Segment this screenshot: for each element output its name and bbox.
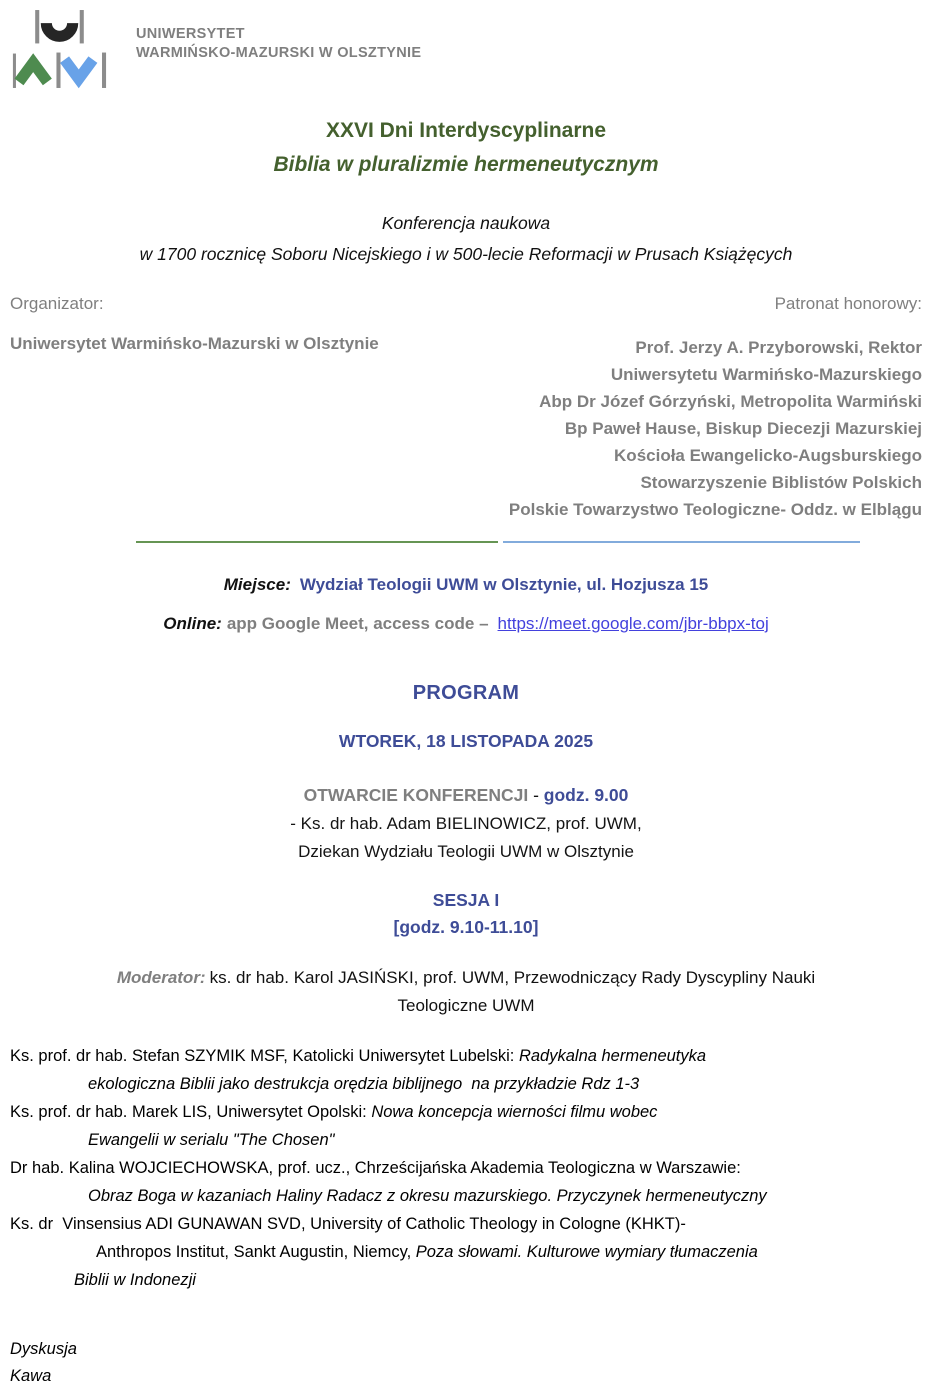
moderator-line2: Teologiczne UWM [397,996,535,1015]
closing-block [10,1336,922,1390]
venue-line [10,575,922,595]
patronage-line: Polskie Towarzystwo Teologiczne- Oddz. w Elblągu [508,500,922,519]
session1-heading [10,887,922,941]
venue-label: Miejsce: [223,575,291,594]
google-meet-link[interactable]: https://meet.google.com/jbr-bbpx-toj [497,614,769,633]
patronage-line: Bp Paweł Hause, Biskup Diecezji Mazurskiej [564,419,922,438]
closing-discussion: Dyskusja [10,1340,77,1358]
organizer-label: Organizator: [10,294,104,313]
patronage-label: Patronat honorowy: [774,294,922,313]
opening-title-line: OTWARCIE KONFERENCJI - godz. 9.00 [303,785,629,805]
university-logo [10,8,110,90]
organizer-patronage-names [10,334,922,523]
opening-speaker-line: - Ks. dr hab. Adam BIELINOWICZ, prof. UWM, [290,814,642,833]
conference-subtitle [10,208,922,270]
day-heading: WTOREK, 18 LISTOPADA 2025 [338,731,594,751]
conference-title-line2: Biblia w pluralizmie hermeneutycznym [273,153,659,176]
moderator-line1 [10,964,922,992]
patronage-line: Prof. Jerzy A. Przyborowski, Rektor [635,338,922,357]
patronage-line: Abp Dr Józef Górzyński, Metropolita Warmiński [539,392,922,411]
talk-line: Dr hab. Kalina WOJCIECHOWSKA, prof. ucz., Chrześcijańska Akademia Teologiczna w Warszawie: [10,1159,741,1177]
patronage-list [509,334,922,523]
logo-chevrons-icon [13,53,106,88]
talk-line: Ks. prof. dr hab. Stefan SZYMIK MSF, Katolicki Uniwersytet Lubelski: Radykalna hermeneutyka [10,1047,707,1065]
organizer-patronage-labels [10,294,922,314]
opening-dean-line: Dziekan Wydziału Teologii UWM w Olsztynie [298,842,634,861]
moderator-text: ks. dr hab. Karol JASIŃSKI, prof. UWM, Przewodniczący Rady Dyscypliny Nauki [209,968,816,987]
opening-title: OTWARCIE KONFERENCJI [303,785,529,805]
online-text: app Google Meet, access code – [226,614,489,633]
university-name-line1: UNIWERSYTET [136,26,245,42]
page-header [10,8,922,90]
online-label: Online: [163,614,222,633]
session1-time: [godz. 9.10-11.10] [393,917,539,937]
talks-list [10,1042,922,1294]
program-heading: PROGRAM [412,682,520,704]
patronage-line: Stowarzyszenie Biblistów Polskich [640,473,922,492]
divider-green-segment [136,541,498,543]
divider-blue-segment [503,541,860,543]
session1-title: SESJA I [432,890,500,910]
talk-line: Anthropos Institut, Sankt Augustin, Niemcy, Poza słowami. Kulturowe wymiary tłumaczenia [96,1243,758,1261]
university-name-line2: WARMIŃSKO-MAZURSKI W OLSZTYNIE [136,45,422,61]
talk-line: Obraz Boga w kazaniach Haliny Radacz z okresu mazurskiego. Przyczynek hermeneutyczny [88,1187,767,1205]
patronage-line: Uniwersytetu Warmińsko-Mazurskiego [610,365,922,384]
opening-block [10,781,922,866]
venue-value: Wydział Teologii UWM w Olsztynie, ul. Hozjusza 15 [299,575,709,594]
moderator-label: Moderator: [116,968,206,987]
online-line [10,614,922,634]
talk-line: Ks. prof. dr hab. Marek LIS, Uniwersytet Opolski: Nowa koncepcja wierności filmu wobec [10,1103,658,1121]
subtitle-line2: w 1700 rocznicę Soboru Nicejskiego i w 500-lecie Reformacji w Prusach Książęcych [139,244,793,264]
talk-line: Ks. dr Vinsensius ADI GUNAWAN SVD, University of Catholic Theology in Cologne (KHKT)- [10,1215,686,1233]
talk-line: Biblii w Indonezji [74,1271,196,1289]
opening-time: godz. 9.00 [543,785,629,805]
closing-coffee: Kawa [10,1367,52,1385]
conference-title-line1: XXVI Dni Interdyscyplinarne [325,119,607,142]
organizer-name: Uniwersytet Warmińsko-Mazurski w Olsztynie [10,334,379,353]
talk-line: Ewangelii w serialu "The Chosen" [88,1131,335,1149]
section-divider [136,541,860,543]
university-name [136,25,421,63]
subtitle-line1: Konferencja naukowa [381,213,551,233]
talk-line: ekologiczna Biblii jako destrukcja orędzia biblijnego na przykładzie Rdz 1-3 [88,1075,640,1093]
patronage-line: Kościoła Ewangelicko-Augsburskiego [614,446,922,465]
logo-smile-icon [35,10,84,43]
page-title [10,114,922,182]
moderator-block [10,964,922,1020]
